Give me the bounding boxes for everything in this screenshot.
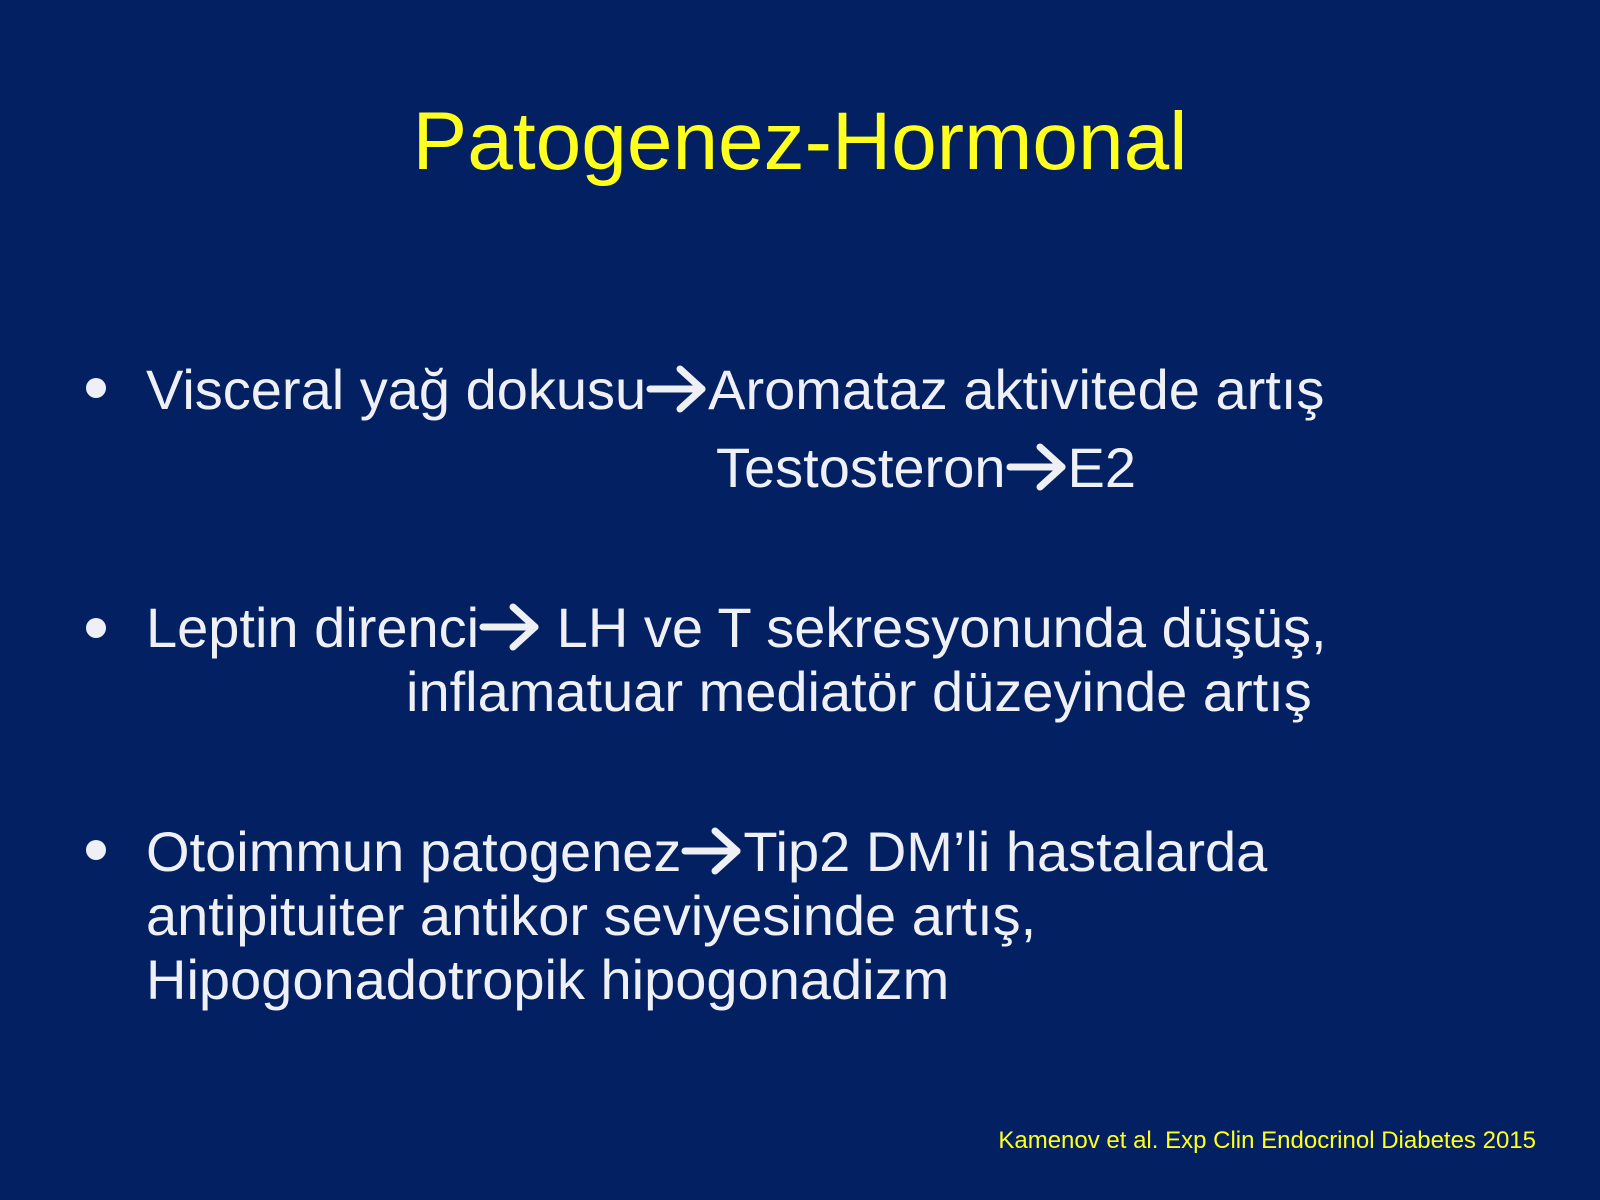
bullet-dot-icon [86, 840, 106, 860]
bullet-3-line-3: Hipogonadotropik hipogonadizm [146, 948, 950, 1011]
right-arrow-icon [646, 363, 708, 415]
bullet-dot-icon [86, 618, 106, 638]
bullet-2-line-1 [146, 596, 1327, 660]
bullet-3-line-1 [146, 820, 1267, 884]
bullet-1-sub-lead-text: Testosteron [716, 436, 1006, 499]
bullet-dot-icon [86, 378, 106, 398]
bullet-2-line-2: inflamatuar mediatör düzeyinde artış [406, 660, 1312, 723]
bullet-2-lead-text: Leptin direnci [146, 596, 480, 659]
bullet-1-line-1 [146, 358, 1324, 422]
bullet-3-line-2: antipituiter antikor seviyesinde artış, [146, 884, 1037, 947]
bullet-1-lead-text: Visceral yağ dokusu [146, 358, 647, 421]
citation: Kamenov et al. Exp Clin Endocrinol Diabetes 2015 [998, 1127, 1536, 1154]
right-arrow-icon [1006, 441, 1068, 493]
slide-title: Patogenez-Hormonal [412, 96, 1188, 187]
bullet-3-result-text: Tip2 DM’li hastalarda [743, 820, 1268, 883]
bullet-1-line-2 [716, 436, 1136, 500]
bullet-1-sub-result-text: E2 [1067, 436, 1136, 499]
bullet-3-lead-text: Otoimmun patogenez [146, 820, 682, 883]
right-arrow-icon [479, 601, 541, 653]
bullet-2-result-text: LH ve T sekresyonunda düşüş, [541, 596, 1327, 659]
right-arrow-icon [681, 825, 743, 877]
bullet-1-result-text: Aromataz aktivitede artış [708, 358, 1325, 421]
